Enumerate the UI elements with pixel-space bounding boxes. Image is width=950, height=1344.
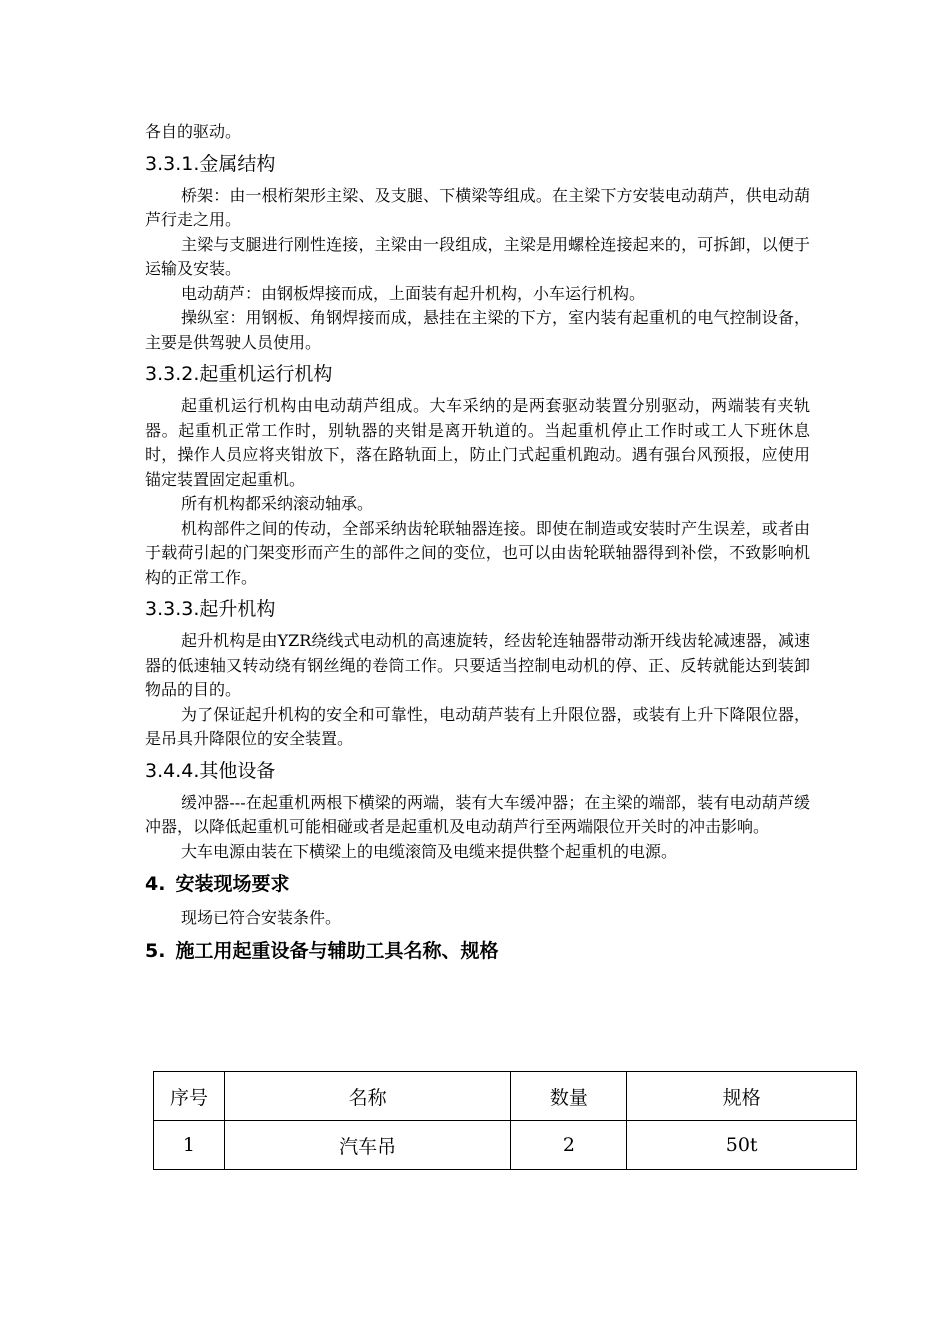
section-heading-3-4-4: 3.4.4.其他设备: [145, 759, 276, 782]
equipment-table: [153, 1071, 857, 1170]
table-cell: 汽车吊: [224, 1121, 511, 1170]
paragraph: 大车电源由装在下横梁上的电缆滚筒及电缆来提供整个起重机的电源。: [181, 841, 678, 861]
table-cell: 2: [511, 1121, 627, 1170]
paragraph: 主梁与支腿进行刚性连接，主梁由一段组成，主梁是用螺栓连接起来的，可拆卸，以便于运输及安装。: [145, 234, 810, 278]
table-row: [154, 1121, 857, 1170]
paragraph: 为了保证起升机构的安全和可靠性，电动葫芦装有上升限位器，或装有上升下降限位器，是吊具升降限位的安全装置。: [145, 704, 810, 748]
paragraph: 机构部件之间的传动，全部采纳齿轮联轴器连接。即使在制造或安装时产生误差，或者由于载荷引起的门架变形而产生的部件之间的变位，也可以由齿轮联轴器得到补偿，不致影响机构的正常工作。: [145, 518, 810, 587]
section-heading-3-3-2: 3.3.2.起重机运行机构: [145, 363, 333, 385]
table-header-cell: 序号: [154, 1072, 225, 1121]
section-title: 施工用起重设备与辅助工具名称、规格: [175, 939, 499, 962]
paragraph: 所有机构都采纳滚动轴承。: [181, 494, 374, 513]
section-heading-3-3-3: 3.3.3.起升机构: [145, 598, 276, 620]
paragraph: 操纵室：用钢板、角钢焊接而成，悬挂在主梁的下方，室内装有起重机的电气控制设备，主要是供驾驶人员使用。: [145, 308, 810, 352]
table-cell: 50t: [627, 1121, 857, 1170]
section-number: 4.: [145, 873, 166, 895]
paragraph: 电动葫芦：由钢板焊接而成，上面装有起升机构，小车运行机构。: [181, 283, 646, 303]
table-header-cell: 名称: [224, 1072, 511, 1121]
section-heading-3-3-1: 3.3.1.金属结构: [145, 152, 276, 175]
paragraph: 现场已符合安装条件。: [181, 908, 342, 927]
section-number: 5.: [145, 939, 166, 962]
table-header-cell: 数量: [511, 1072, 627, 1121]
document-page: [145, 120, 810, 973]
paragraph: 起重机运行机构由电动葫芦组成。大车采纳的是两套驱动装置分别驱动，两端装有夹轨器。起重机正常工作时，别轨器的夹钳是离开轨道的。当起重机停止工作时或工人下班休息时，操作人员应将夹钳放下，落在路轨面上，防止门式起重机跑动。遇有强台风预报，应使用锚定装置固定起重机。: [145, 396, 810, 489]
section-title: 安装现场要求: [175, 873, 290, 895]
table-header-row: [154, 1072, 857, 1121]
paragraph: 起升机构是由YZR绕线式电动机的高速旋转，经齿轮连轴器带动渐开线齿轮减速器，减速器的低速轴又转动绕有钢丝绳的卷筒工作。只要适当控制电动机的停、正、反转就能达到装卸物品的目的。: [145, 631, 810, 699]
table-cell: 1: [154, 1121, 225, 1170]
paragraph: 缓冲器---在起重机两根下横梁的两端，装有大车缓冲器；在主梁的端部，装有电动葫芦缓冲器，以降低起重机可能相碰或者是起重机及电动葫芦行至两端限位开关时的冲击影响。: [145, 792, 810, 836]
table-header-cell: 规格: [627, 1072, 857, 1121]
section-heading-5: [145, 937, 810, 965]
paragraph: 桥架：由一根桁架形主梁、及支腿、下横梁等组成。在主梁下方安装电动葫芦，供电动葫芦行走之用。: [145, 185, 810, 229]
intro-line: 各自的驱动。: [145, 122, 242, 141]
section-heading-4: [145, 870, 810, 898]
